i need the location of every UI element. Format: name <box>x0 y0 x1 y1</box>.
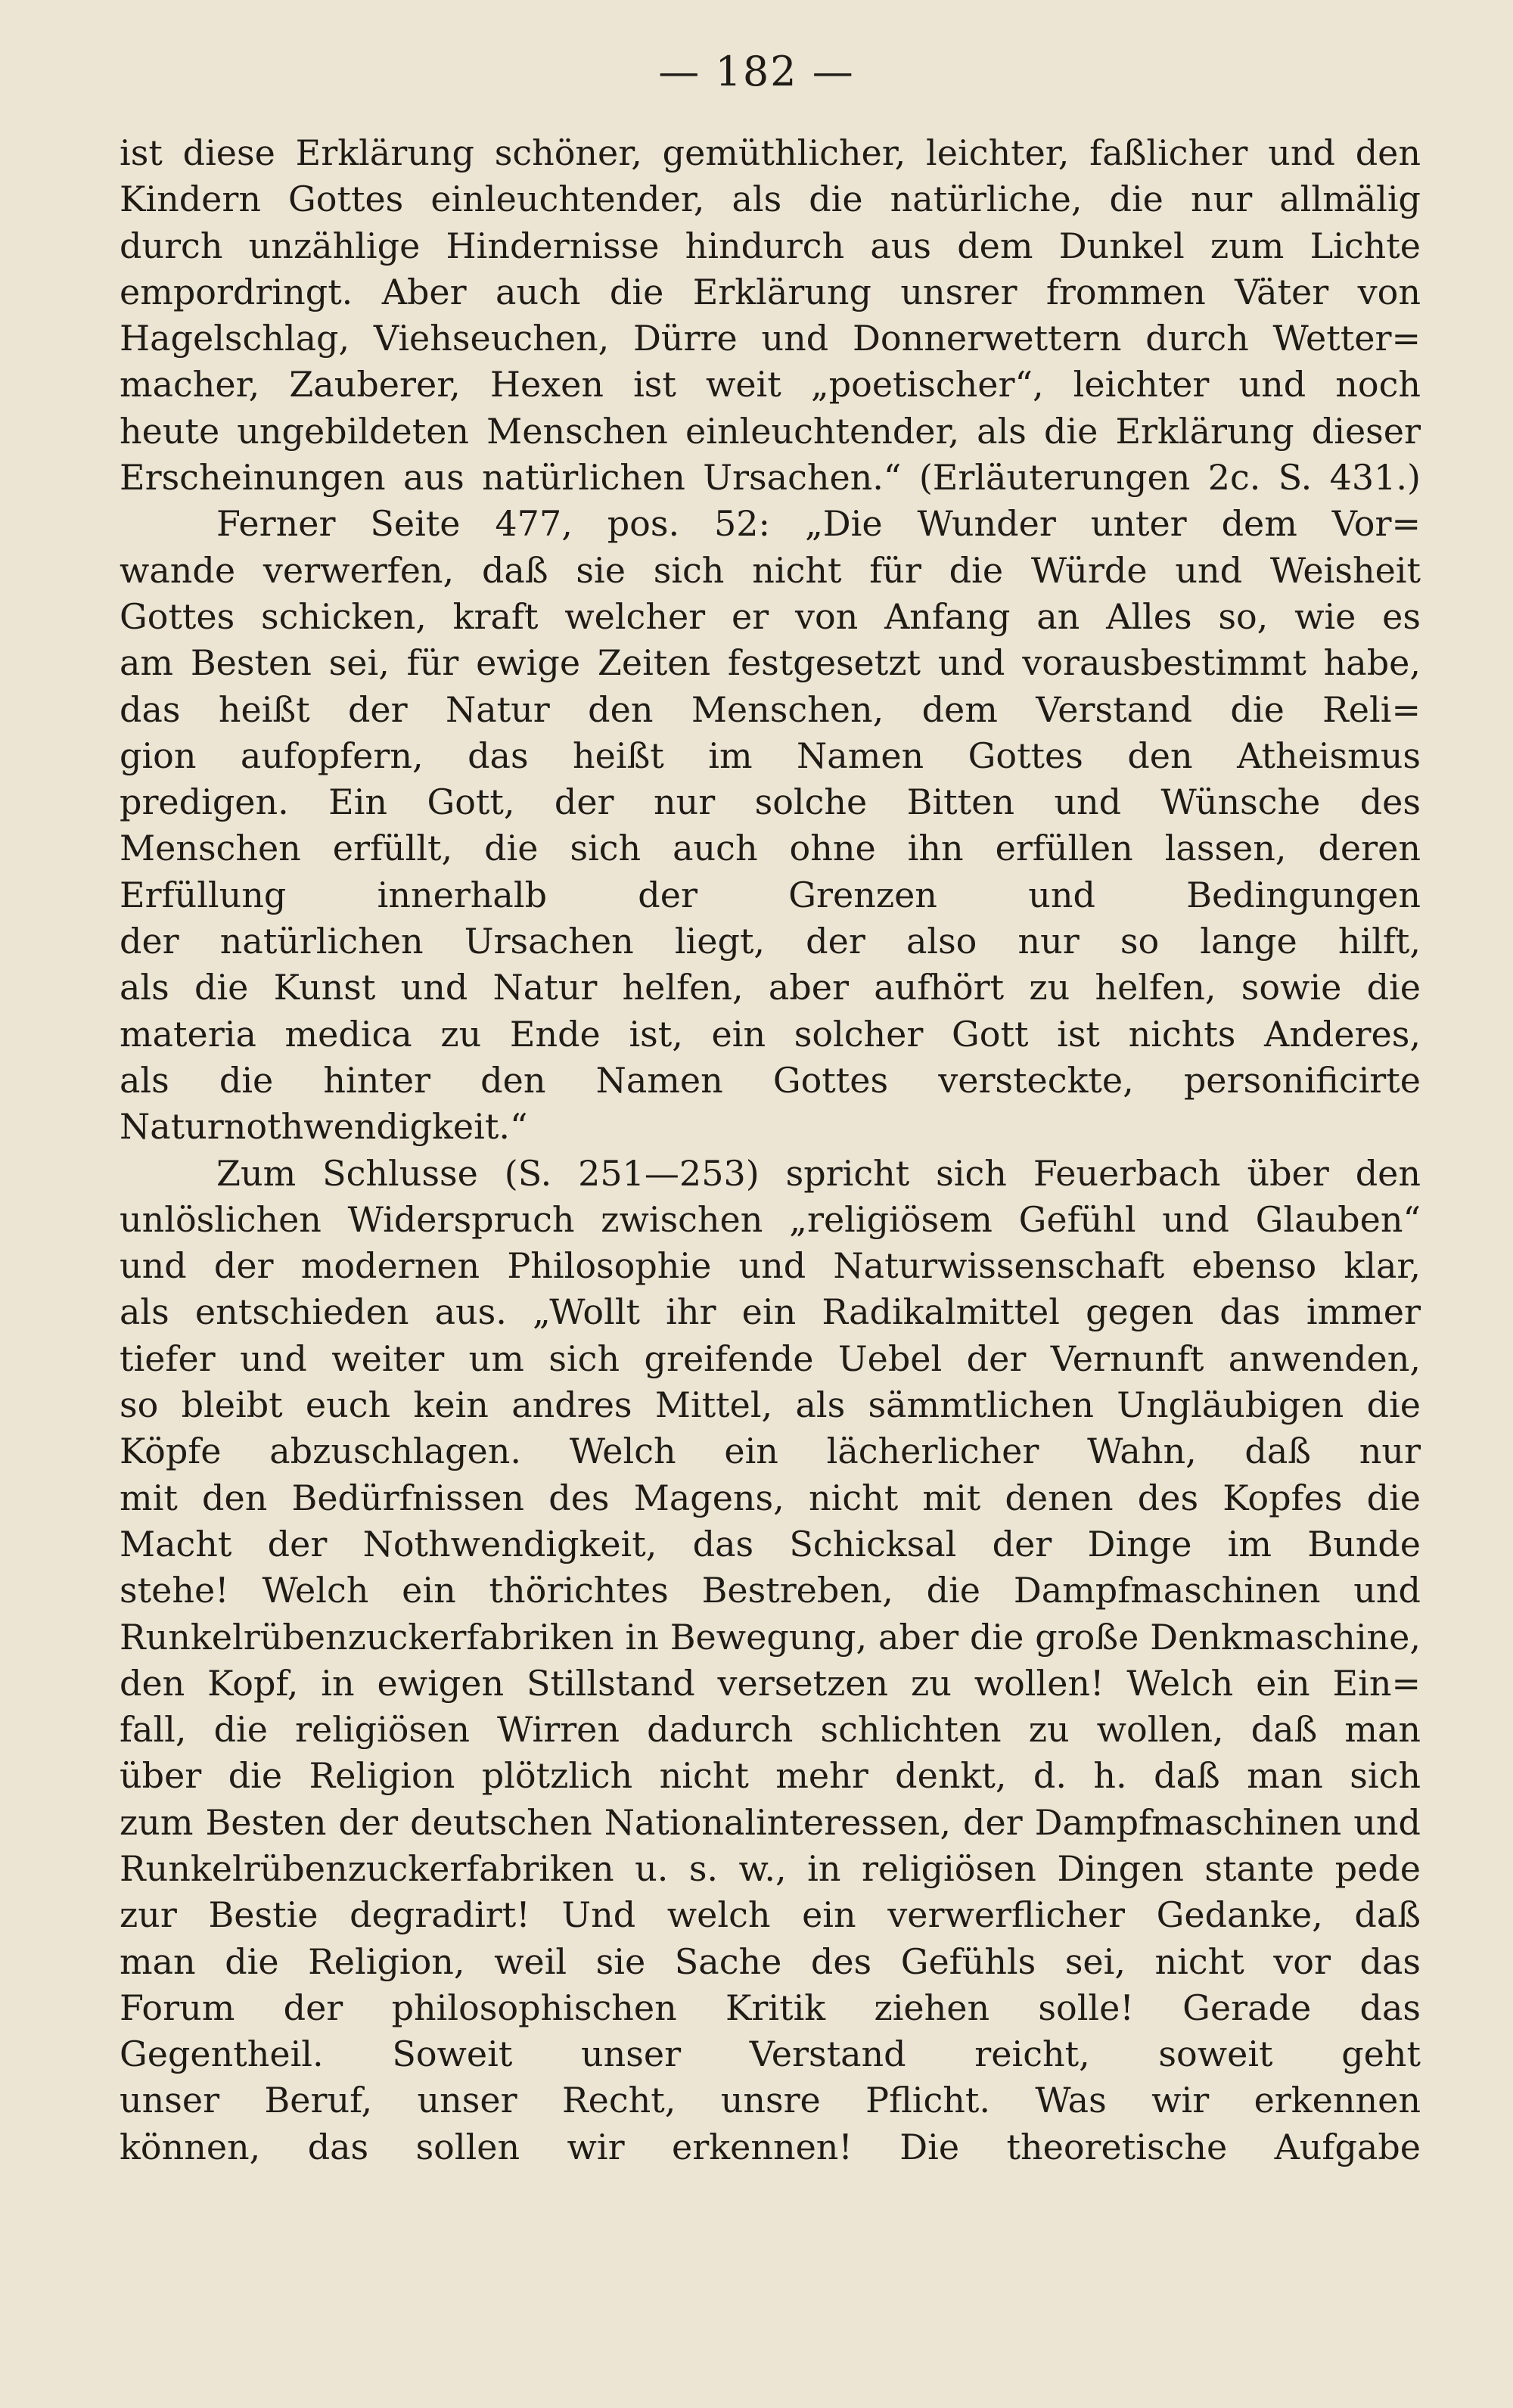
text-line: wande verwerfen, daß sie sich nicht für die Würde und Weisheit <box>120 549 1421 591</box>
text-line: stehe! Welch ein thörichtes Bestreben, die Dampfmaschinen und <box>120 1570 1421 1611</box>
text-line: empordringt. Aber auch die Erklärung unsrer frommen Väter von <box>120 271 1421 312</box>
text-line: Ferner Seite 477, pos. 52: „Die Wunder unter dem Vor= <box>216 503 1421 545</box>
text-line: das heißt der Natur den Menschen, dem Verstand die Reli= <box>120 688 1421 730</box>
text-line: fall, die religiösen Wirren dadurch schlichten zu wollen, daß man <box>120 1709 1421 1751</box>
text-line: zum Besten der deutschen Nationalinteressen, der Dampfmaschinen und <box>120 1801 1421 1843</box>
text-line: Köpfe abzuschlagen. Welch ein lächerlicher Wahn, daß nur <box>120 1431 1421 1472</box>
text-line: Naturnothwendigkeit.“ <box>120 1106 528 1148</box>
text-line: tiefer und weiter um sich greifende Uebel der Vernunft anwenden, <box>120 1338 1421 1379</box>
text-line: zur Bestie degradirt! Und welch ein verwerflicher Gedanke, daß <box>120 1894 1421 1936</box>
text-line: materia medica zu Ende ist, ein solcher Gott ist nichts Anderes, <box>120 1013 1421 1055</box>
text-line: so bleibt euch kein andres Mittel, als sämmtlichen Ungläubigen die <box>120 1384 1421 1426</box>
text-line: und der modernen Philosophie und Naturwissenschaft ebenso klar, <box>120 1245 1421 1287</box>
text-line: gion aufopfern, das heißt im Namen Gottes den Atheismus <box>120 735 1421 776</box>
text-line: Erscheinungen aus natürlichen Ursachen.“ (Erläuterungen 2c. S. 431.) <box>120 457 1421 499</box>
text-line: unser Beruf, unser Recht, unsre Pflicht. Was wir erkennen <box>120 2080 1421 2121</box>
text-line: der natürlichen Ursachen liegt, der also nur so lange hilft, <box>120 921 1421 962</box>
text-line: Kindern Gottes einleuchtender, als die natürliche, die nur allmälig <box>120 179 1421 220</box>
text-line: als die Kunst und Natur helfen, aber aufhört zu helfen, sowie die <box>120 967 1421 1008</box>
text-line: unlöslichen Widerspruch zwischen „religiösem Gefühl und Glauben“ <box>120 1198 1421 1240</box>
text-line: als entschieden aus. „Wollt ihr ein Radikalmittel gegen das immer <box>120 1291 1421 1333</box>
page-number: — 182 — <box>658 48 855 95</box>
text-line: Runkelrübenzuckerfabriken u. s. w., in religiösen Dingen stante pede <box>120 1847 1421 1889</box>
text-line: man die Religion, weil sie Sache des Gefühls sei, nicht vor das <box>120 1940 1421 1982</box>
text-line: Gegentheil. Soweit unser Verstand reicht, soweit geht <box>120 2034 1421 2075</box>
text-line: Zum Schlusse (S. 251—253) spricht sich Feuerbach über den <box>216 1152 1421 1194</box>
text-line: macher, Zauberer, Hexen ist weit „poetischer“, leichter und noch <box>120 364 1421 405</box>
text-line: Menschen erfüllt, die sich auch ohne ihn erfüllen lassen, deren <box>120 828 1421 869</box>
text-line: Gottes schicken, kraft welcher er von Anfang an Alles so, wie es <box>120 595 1421 637</box>
text-line: ist diese Erklärung schöner, gemüthlicher, leichter, faßlicher und den <box>120 132 1421 173</box>
text-line: durch unzählige Hindernisse hindurch aus dem Dunkel zum Lichte <box>120 225 1421 266</box>
text-line: Hagelschlag, Viehseuchen, Dürre und Donnerwettern durch Wetter= <box>120 318 1421 359</box>
text-line: können, das sollen wir erkennen! Die theoretische Aufgabe <box>120 2126 1421 2167</box>
text-line: Erfüllung innerhalb der Grenzen und Bedingungen <box>120 874 1421 915</box>
text-line: am Besten sei, für ewige Zeiten festgesetzt und vorausbestimmt habe, <box>120 642 1421 684</box>
text-line: über die Religion plötzlich nicht mehr denkt, d. h. daß man sich <box>120 1755 1421 1797</box>
text-line: Runkelrübenzuckerfabriken in Bewegung, aber die große Denkmaschine, <box>120 1616 1421 1658</box>
text-line: als die hinter den Namen Gottes versteckte, personificirte <box>120 1059 1421 1101</box>
text-line: Macht der Nothwendigkeit, das Schicksal der Dinge im Bunde <box>120 1523 1421 1564</box>
page-body-text <box>120 130 1421 2170</box>
text-line: predigen. Ein Gott, der nur solche Bitten und Wünsche des <box>120 781 1421 823</box>
text-line: heute ungebildeten Menschen einleuchtender, als die Erklärung dieser <box>120 410 1421 452</box>
text-line: mit den Bedürfnissen des Magens, nicht mit denen des Kopfes die <box>120 1477 1421 1518</box>
text-line: Forum der philosophischen Kritik ziehen solle! Gerade das <box>120 1987 1421 2028</box>
text-line: den Kopf, in ewigen Stillstand versetzen zu wollen! Welch ein Ein= <box>120 1662 1421 1704</box>
